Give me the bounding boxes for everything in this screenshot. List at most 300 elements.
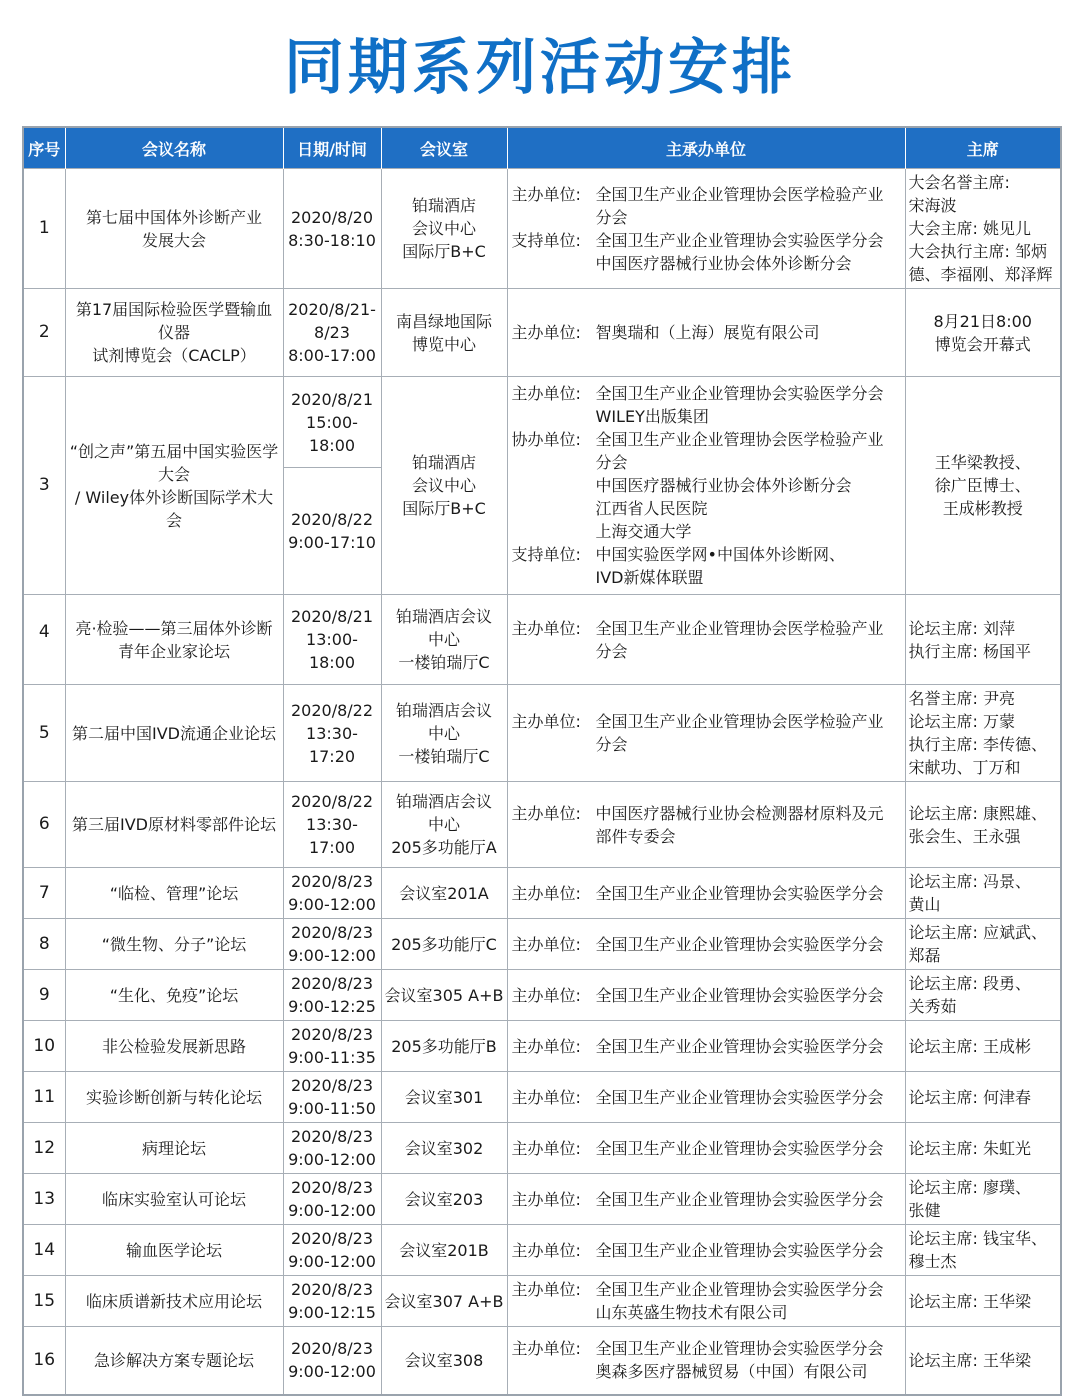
organizer-entry xyxy=(512,229,902,275)
organizer-line: 全国卫生产业企业管理协会医学检验产业 xyxy=(595,618,884,638)
meeting-name-line: 病理论坛 xyxy=(141,1138,206,1158)
table-row xyxy=(23,919,1061,970)
organizer-label: 主办单位: xyxy=(511,883,581,903)
cell-room xyxy=(381,1072,507,1123)
meeting-name-line: 临床质谱新技术应用论坛 xyxy=(85,1291,262,1311)
organizer-label: 主办单位: xyxy=(511,803,581,823)
cell-seq: 7 xyxy=(23,868,65,919)
cell-organizer xyxy=(507,1225,905,1276)
meeting-name-line: 第17届国际检验医学暨输血仪器 xyxy=(75,300,273,342)
room-line: 205多功能厅A xyxy=(391,838,497,857)
cell-date-time xyxy=(283,1123,381,1174)
organizer-line: 全国卫生产业企业管理协会实验医学分会 xyxy=(595,1280,884,1299)
organizer-line: 全国卫生产业企业管理协会实验医学分会 xyxy=(595,985,884,1005)
date-line: 9:00-12:00 xyxy=(288,1201,376,1220)
meeting-name-line: 发展大会 xyxy=(141,230,206,250)
header-seq: 序号 xyxy=(23,127,65,169)
date-block xyxy=(284,467,381,594)
cell-seq: 9 xyxy=(23,970,65,1021)
cell-room xyxy=(381,1225,507,1276)
organizer-line: 分会 xyxy=(595,453,628,472)
date-line: 9:00-11:50 xyxy=(288,1099,376,1118)
chair-line: 论坛主席: 刘萍 xyxy=(908,618,1015,638)
chair-line: 宋海波 xyxy=(908,196,957,215)
organizer-value xyxy=(596,1086,902,1109)
chair-line: 张会生、王永强 xyxy=(908,826,1021,846)
chair-line: 论坛主席: 应斌武、 xyxy=(908,923,1047,942)
date-line: 2020/8/21 xyxy=(290,607,374,626)
organizer-entry xyxy=(512,543,902,589)
chair-line: 王成彬教授 xyxy=(942,499,1023,518)
cell-meeting-name xyxy=(65,1276,283,1327)
organizer-label: 主办单位: xyxy=(511,184,581,204)
room-line: 205多功能厅C xyxy=(391,934,497,954)
chair-line: 徐广臣博士、 xyxy=(934,476,1031,495)
table-row xyxy=(23,685,1061,782)
organizer-entry xyxy=(512,802,902,848)
organizer-label: 主办单位: xyxy=(511,985,581,1005)
date-line: 2020/8/23 xyxy=(290,923,374,942)
cell-seq: 16 xyxy=(23,1327,65,1395)
cell-chair xyxy=(905,782,1061,868)
date-line: 9:00-17:10 xyxy=(288,533,376,552)
chair-line: 郑磊 xyxy=(908,946,941,965)
date-line: 9:00-12:00 xyxy=(288,1362,376,1382)
organizer-line: 全国卫生产业企业管理协会实验医学分会 xyxy=(595,1087,884,1107)
chair-line: 张健 xyxy=(908,1201,941,1220)
cell-room xyxy=(381,169,507,289)
organizer-label: 主办单位: xyxy=(511,323,581,342)
organizer-value xyxy=(596,710,902,756)
cell-date-time xyxy=(283,1225,381,1276)
room-line: 博览中心 xyxy=(411,334,476,354)
room-line: 国际厅B+C xyxy=(402,242,486,261)
organizer-label: 主办单位: xyxy=(511,1036,581,1056)
organizer-label: 支持单位: xyxy=(511,545,581,564)
cell-meeting-name xyxy=(65,1021,283,1072)
cell-room xyxy=(381,377,507,595)
room-line: 会议室302 xyxy=(404,1138,484,1158)
room-line: 一楼铂瑞厅C xyxy=(398,746,490,766)
cell-chair xyxy=(905,1021,1061,1072)
table-row xyxy=(23,1225,1061,1276)
organizer-line: 智奥瑞和（上海）展览有限公司 xyxy=(595,323,820,342)
organizer-label: 支持单位: xyxy=(511,230,581,250)
cell-date-time xyxy=(283,377,381,595)
organizer-value xyxy=(596,382,902,428)
organizer-label: 主办单位: xyxy=(511,1138,581,1158)
cell-date-time xyxy=(283,685,381,782)
organizer-value xyxy=(596,1278,902,1324)
header-date: 日期/时间 xyxy=(283,127,381,169)
chair-line: 大会执行主席: 邹炳 xyxy=(908,242,1047,261)
chair-line: 宋献功、丁万和 xyxy=(908,758,1021,777)
room-line: 会议中心 xyxy=(411,476,476,495)
room-line: 铂瑞酒店会议 xyxy=(395,792,492,811)
cell-meeting-name xyxy=(65,1072,283,1123)
cell-room xyxy=(381,1327,507,1395)
organizer-line: 分会 xyxy=(595,207,628,227)
cell-organizer xyxy=(507,595,905,685)
date-line: 2020/8/21- xyxy=(288,300,376,319)
organizer-line: 全国卫生产业企业管理协会实验医学分会 xyxy=(595,1339,884,1359)
header-organizer: 主承办单位 xyxy=(507,127,905,169)
chair-line: 论坛主席: 廖璞、 xyxy=(908,1178,1031,1197)
cell-seq: 1 xyxy=(23,169,65,289)
organizer-line: 奥森多医疗器械贸易（中国）有限公司 xyxy=(595,1362,868,1382)
room-line: 会议室301 xyxy=(404,1087,484,1107)
cell-chair xyxy=(905,970,1061,1021)
cell-meeting-name xyxy=(65,169,283,289)
organizer-line: 中国实验医学网•中国体外诊断网、 xyxy=(595,545,845,564)
organizer-value xyxy=(596,1035,902,1058)
chair-line: 博览会开幕式 xyxy=(934,334,1031,354)
organizer-value xyxy=(596,1239,902,1262)
header-chair: 主席 xyxy=(905,127,1061,169)
date-line: 9:00-12:00 xyxy=(288,946,376,965)
chair-line: 大会主席: 姚见儿 xyxy=(908,219,1031,238)
organizer-line: 部件专委会 xyxy=(595,826,676,846)
table-row xyxy=(23,1276,1061,1327)
meeting-name-line: “生化、免疫”论坛 xyxy=(109,985,239,1005)
chair-line: 论坛主席: 钱宝华、 xyxy=(908,1229,1047,1248)
cell-room xyxy=(381,1276,507,1327)
chair-line: 执行主席: 杨国平 xyxy=(908,641,1031,661)
organizer-label: 主办单位: xyxy=(511,712,581,731)
date-line: 2020/8/23 xyxy=(290,1229,374,1248)
date-line: 9:00-12:00 xyxy=(288,895,376,914)
cell-date-time xyxy=(283,1072,381,1123)
room-line: 会议室307 A+B xyxy=(384,1291,504,1311)
organizer-label: 主办单位: xyxy=(511,1339,581,1359)
organizer-label: 协办单位: xyxy=(511,430,581,449)
organizer-line: 全国卫生产业企业管理协会实验医学分会 xyxy=(595,384,884,403)
cell-meeting-name xyxy=(65,595,283,685)
organizer-line: 全国卫生产业企业管理协会医学检验产业 xyxy=(595,712,884,731)
organizer-entry xyxy=(512,428,902,543)
cell-chair xyxy=(905,1225,1061,1276)
cell-seq: 14 xyxy=(23,1225,65,1276)
cell-room xyxy=(381,868,507,919)
cell-organizer xyxy=(507,970,905,1021)
cell-seq: 10 xyxy=(23,1021,65,1072)
cell-meeting-name xyxy=(65,289,283,377)
organizer-value xyxy=(596,617,902,663)
room-line: 会议室308 xyxy=(404,1350,484,1370)
table-row xyxy=(23,1327,1061,1395)
organizer-label: 主办单位: xyxy=(511,1240,581,1260)
cell-chair xyxy=(905,595,1061,685)
cell-seq: 11 xyxy=(23,1072,65,1123)
organizer-line: 全国卫生产业企业管理协会实验医学分会 xyxy=(595,1189,884,1209)
organizer-line: 全国卫生产业企业管理协会医学检验产业 xyxy=(595,184,884,204)
date-line: 8:30-18:10 xyxy=(288,230,376,250)
organizer-line: 分会 xyxy=(595,641,628,661)
organizer-line: 全国卫生产业企业管理协会实验医学分会 xyxy=(595,934,884,954)
room-line: 一楼铂瑞厅C xyxy=(398,653,490,672)
cell-date-time xyxy=(283,868,381,919)
cell-date-time xyxy=(283,595,381,685)
date-line: 13:30-17:00 xyxy=(306,815,358,857)
cell-date-time xyxy=(283,782,381,868)
chair-line: 论坛主席: 何津春 xyxy=(908,1087,1031,1107)
cell-date-time xyxy=(283,169,381,289)
meeting-name-line: 试剂博览会（CACLP） xyxy=(92,346,256,365)
organizer-entry xyxy=(512,183,902,229)
cell-meeting-name xyxy=(65,868,283,919)
chair-line: 论坛主席: 康熙雄、 xyxy=(908,803,1047,823)
date-line: 9:00-12:00 xyxy=(288,1150,376,1169)
meeting-name-line: “创之声”第五届中国实验医学大会 xyxy=(69,441,279,484)
meeting-name-line: 非公检验发展新思路 xyxy=(101,1036,246,1056)
meeting-name-line: 实验诊断创新与转化论坛 xyxy=(85,1087,262,1107)
cell-organizer xyxy=(507,1072,905,1123)
date-line: 13:30-17:20 xyxy=(306,723,358,766)
cell-room xyxy=(381,919,507,970)
organizer-value xyxy=(596,1188,902,1211)
meeting-name-line: 第三届IVD原材料零部件论坛 xyxy=(72,815,276,834)
cell-chair xyxy=(905,169,1061,289)
cell-date-time xyxy=(283,970,381,1021)
organizer-entry xyxy=(512,984,902,1007)
organizer-value xyxy=(596,882,902,905)
cell-seq: 15 xyxy=(23,1276,65,1327)
room-line: 南昌绿地国际 xyxy=(395,311,492,331)
meeting-name-line: 亮·检验——第三届体外诊断 xyxy=(75,618,273,638)
room-line: 铂瑞酒店会议 xyxy=(395,700,492,720)
organizer-entry xyxy=(512,933,902,956)
table-row xyxy=(23,169,1061,289)
room-line: 铂瑞酒店 xyxy=(411,196,476,215)
date-line: 15:00-18:00 xyxy=(306,412,358,455)
organizer-line: 全国卫生产业企业管理协会实验医学分会 xyxy=(595,883,884,903)
cell-chair xyxy=(905,377,1061,595)
room-line: 会议室201B xyxy=(399,1240,489,1260)
cell-seq: 4 xyxy=(23,595,65,685)
organizer-value xyxy=(596,984,902,1007)
table-row xyxy=(23,595,1061,685)
date-line: 9:00-12:00 xyxy=(288,1252,376,1271)
cell-organizer xyxy=(507,169,905,289)
organizer-line: 全国卫生产业企业管理协会实验医学分会 xyxy=(595,1036,884,1056)
organizer-value xyxy=(596,321,902,344)
cell-date-time xyxy=(283,919,381,970)
chair-line: 执行主席: 李传德、 xyxy=(908,735,1047,754)
page-title: 同期系列活动安排 xyxy=(284,33,796,103)
room-line: 会议中心 xyxy=(411,219,476,238)
table-row xyxy=(23,868,1061,919)
cell-room xyxy=(381,685,507,782)
organizer-entry xyxy=(512,382,902,428)
cell-seq: 12 xyxy=(23,1123,65,1174)
header-name: 会议名称 xyxy=(65,127,283,169)
cell-room xyxy=(381,1174,507,1225)
organizer-entry xyxy=(512,1278,902,1324)
date-line: 9:00-12:25 xyxy=(288,997,376,1016)
table-row xyxy=(23,782,1061,868)
chair-line: 黄山 xyxy=(908,895,941,914)
organizer-entry xyxy=(512,1086,902,1109)
date-line: 8/23 xyxy=(314,323,350,342)
cell-organizer xyxy=(507,868,905,919)
organizer-line: 江西省人民医院 xyxy=(595,499,708,518)
cell-meeting-name xyxy=(65,1174,283,1225)
cell-chair xyxy=(905,1072,1061,1123)
table-row xyxy=(23,1021,1061,1072)
room-line: 铂瑞酒店 xyxy=(411,453,476,472)
cell-meeting-name xyxy=(65,919,283,970)
chair-line: 穆士杰 xyxy=(908,1252,957,1271)
meeting-name-line: 输血医学论坛 xyxy=(125,1240,222,1260)
organizer-value xyxy=(596,933,902,956)
date-line: 9:00-11:35 xyxy=(288,1048,376,1067)
cell-chair xyxy=(905,1276,1061,1327)
date-line: 2020/8/23 xyxy=(290,974,374,993)
cell-meeting-name xyxy=(65,377,283,595)
date-line: 2020/8/23 xyxy=(290,1178,374,1197)
cell-organizer xyxy=(507,1276,905,1327)
organizer-entry xyxy=(512,1137,902,1160)
organizer-line: 全国卫生产业企业管理协会医学检验产业 xyxy=(595,430,884,449)
organizer-entry xyxy=(512,1337,902,1383)
cell-organizer xyxy=(507,377,905,595)
cell-organizer xyxy=(507,685,905,782)
table-row xyxy=(23,1072,1061,1123)
meeting-name-line: 第二届中国IVD流通企业论坛 xyxy=(72,723,276,743)
organizer-entry xyxy=(512,1035,902,1058)
chair-line: 论坛主席: 段勇、 xyxy=(908,974,1031,993)
cell-chair xyxy=(905,289,1061,377)
cell-room xyxy=(381,782,507,868)
organizer-line: 中国医疗器械行业协会体外诊断分会 xyxy=(595,253,852,273)
cell-chair xyxy=(905,1174,1061,1225)
organizer-line: 分会 xyxy=(595,735,628,754)
chair-line: 关秀茹 xyxy=(908,997,957,1016)
cell-date-time xyxy=(283,289,381,377)
meeting-name-line: 第七届中国体外诊断产业 xyxy=(85,207,262,227)
cell-room xyxy=(381,595,507,685)
cell-meeting-name xyxy=(65,782,283,868)
cell-chair xyxy=(905,919,1061,970)
organizer-value xyxy=(596,428,902,543)
date-line: 2020/8/23 xyxy=(290,1076,374,1095)
cell-seq: 13 xyxy=(23,1174,65,1225)
organizer-entry xyxy=(512,1239,902,1262)
organizer-line: 全国卫生产业企业管理协会实验医学分会 xyxy=(595,1240,884,1260)
chair-line: 德、李福刚、郑泽辉 xyxy=(908,265,1053,284)
organizer-line: WILEY出版集团 xyxy=(595,407,709,426)
organizer-line: 全国卫生产业企业管理协会实验医学分会 xyxy=(595,1138,884,1158)
chair-line: 论坛主席: 万蒙 xyxy=(908,712,1015,731)
date-line: 2020/8/23 xyxy=(290,1127,374,1146)
organizer-entry xyxy=(512,617,902,663)
date-line: 2020/8/23 xyxy=(290,1280,374,1299)
organizer-value xyxy=(596,1337,902,1383)
room-line: 中心 xyxy=(427,815,460,834)
cell-organizer xyxy=(507,289,905,377)
chair-line: 论坛主席: 冯景、 xyxy=(908,872,1031,891)
room-line: 铂瑞酒店会议 xyxy=(395,607,492,626)
cell-meeting-name xyxy=(65,970,283,1021)
cell-room xyxy=(381,1021,507,1072)
cell-organizer xyxy=(507,919,905,970)
chair-line: 论坛主席: 王成彬 xyxy=(908,1036,1031,1056)
date-line: 2020/8/23 xyxy=(290,1339,374,1359)
cell-meeting-name xyxy=(65,1327,283,1395)
cell-date-time xyxy=(283,1327,381,1395)
organizer-line: 全国卫生产业企业管理协会实验医学分会 xyxy=(595,230,884,250)
chair-line: 8月21日8:00 xyxy=(933,311,1032,331)
cell-date-time xyxy=(283,1174,381,1225)
room-line: 中心 xyxy=(427,723,460,743)
chair-line: 大会名誉主席: xyxy=(908,173,1010,192)
organizer-label: 主办单位: xyxy=(511,1087,581,1107)
organizer-line: 上海交通大学 xyxy=(595,522,692,541)
date-line: 2020/8/20 xyxy=(290,207,374,227)
table-row xyxy=(23,1123,1061,1174)
cell-chair xyxy=(905,685,1061,782)
chair-line: 名誉主席: 尹亮 xyxy=(908,689,1015,708)
date-line: 2020/8/23 xyxy=(290,1025,374,1044)
cell-room xyxy=(381,289,507,377)
table-row xyxy=(23,289,1061,377)
room-line: 国际厅B+C xyxy=(402,499,486,518)
cell-organizer xyxy=(507,1021,905,1072)
cell-seq: 6 xyxy=(23,782,65,868)
organizer-value xyxy=(596,229,902,275)
organizer-line: IVD新媒体联盟 xyxy=(595,568,704,587)
organizer-entry xyxy=(512,1188,902,1211)
cell-organizer xyxy=(507,1327,905,1395)
organizer-line: 山东英盛生物技术有限公司 xyxy=(595,1303,788,1322)
organizer-value xyxy=(596,183,902,229)
cell-meeting-name xyxy=(65,1225,283,1276)
organizer-value xyxy=(596,802,902,848)
table-row xyxy=(23,377,1061,595)
organizer-label: 主办单位: xyxy=(511,384,581,403)
organizer-entry xyxy=(512,321,902,344)
date-line: 2020/8/22 xyxy=(290,792,374,811)
chair-line: 论坛主席: 王华梁 xyxy=(908,1291,1031,1311)
cell-seq: 3 xyxy=(23,377,65,595)
date-line: 8:00-17:00 xyxy=(288,346,376,365)
chair-line: 论坛主席: 王华梁 xyxy=(908,1350,1031,1370)
table-row xyxy=(23,1174,1061,1225)
cell-room xyxy=(381,970,507,1021)
room-line: 中心 xyxy=(427,630,460,649)
organizer-entry xyxy=(512,710,902,756)
cell-date-time xyxy=(283,1276,381,1327)
date-line: 2020/8/21 xyxy=(290,389,374,409)
cell-seq: 5 xyxy=(23,685,65,782)
date-line: 13:00-18:00 xyxy=(306,630,358,672)
meeting-name-line: “临检、管理”论坛 xyxy=(109,883,239,903)
room-line: 会议室201A xyxy=(399,883,489,903)
cell-meeting-name xyxy=(65,1123,283,1174)
organizer-label: 主办单位: xyxy=(511,1280,581,1299)
meeting-name-line: / Wiley体外诊断国际学术大会 xyxy=(74,487,274,530)
date-line: 2020/8/23 xyxy=(290,872,374,891)
date-block xyxy=(284,377,381,467)
room-line: 205多功能厅B xyxy=(391,1036,497,1056)
cell-meeting-name xyxy=(65,685,283,782)
room-line: 会议室203 xyxy=(404,1189,484,1209)
cell-chair xyxy=(905,1327,1061,1395)
cell-chair xyxy=(905,868,1061,919)
chair-line: 论坛主席: 朱虹光 xyxy=(908,1138,1031,1158)
table-row xyxy=(23,970,1061,1021)
chair-line: 王华梁教授、 xyxy=(934,453,1031,472)
